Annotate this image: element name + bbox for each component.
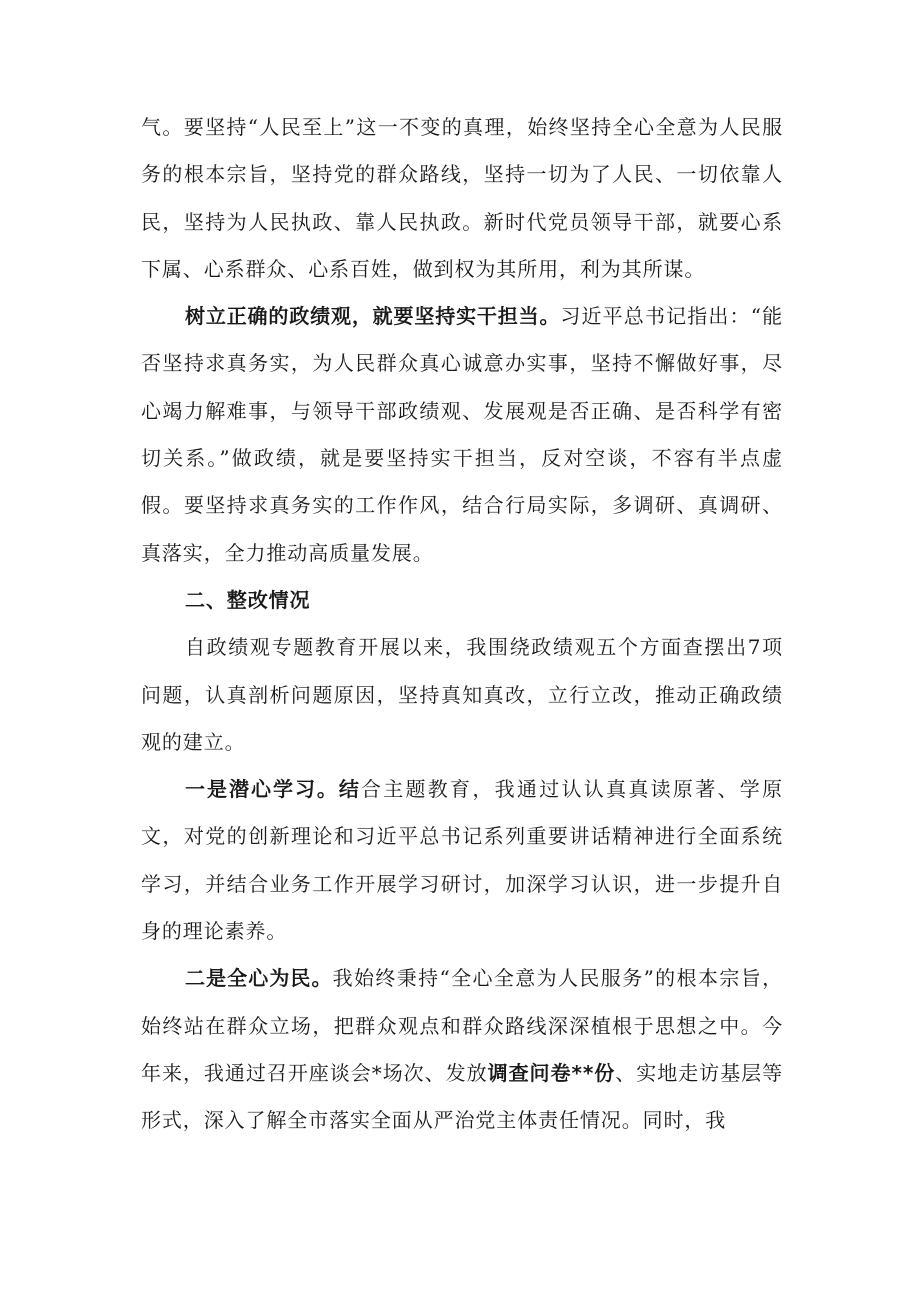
paragraph-practical-work	[141, 293, 783, 577]
section-heading-rectification: 二、整改情况	[185, 587, 311, 612]
paragraph-serve-people	[141, 955, 783, 1144]
paragraph-people-first: 气。要坚持“人民至上”这一不变的真理，始终坚持全心全意为人民服务的根本宗旨，坚持党的群众路线，坚持一切为了人民、一切依靠人民，坚持为人民执政、靠人民执政。新时代党员领导干部，就要心系下属、心系群众、心系百姓，做到权为其所用，利为其所谋。	[141, 115, 783, 281]
paragraph-body-practical-work: 习近平总书记指出：“能否坚持求真务实，为人民群众真心诚意办实事，坚持不懈做好事，尽心竭力解难事，与领导干部政绩观、发展观是否正确、是否科学有密切关系。”做政绩，就是要坚持实干担当，反对空谈，不容有半点虚假。要坚持求真务实的工作作风，结合行局实际，多调研、真调研、真落实，全力推动高质量发展。	[141, 304, 783, 565]
paragraph-rectification-overview: 自政绩观专题教育开展以来，我围绕政绩观五个方面查摆出7项问题，认真剖析问题原因，坚持真知真改，立行立改，推动正确政绩观的建立。	[141, 635, 783, 754]
paragraph-body-serve-people-a: 我始终秉持“全心全意为人民服务”的根本宗旨，始终站在群众立场，把群众观点和群众路线深深植根于思想之中。今年来，我通过召开座谈会*场次、发放	[141, 966, 784, 1085]
paragraph-lead-serve-people: 二是全心为民。	[185, 966, 333, 991]
paragraph-study	[141, 766, 783, 955]
paragraph-lead-study: 一是潜心学习。结	[185, 777, 361, 802]
paragraph-bold-survey: 调查问卷**份	[487, 1060, 616, 1085]
paragraph-body-study: 合主题教育，我通过认认真真读原著、学原文，对党的创新理论和习近平总书记系列重要讲话精神进行全面系统学习，并结合业务工作开展学习研讨，加深学习认识，进一步提升自身的理论素养。	[141, 777, 783, 944]
paragraph-body-serve-people-b: 、实地走访基层等形式，深入了解全市落实全面从严治党主体责任情况。同时，我	[141, 1060, 783, 1133]
document-page	[141, 104, 783, 1145]
paragraph-lead-practical-work: 树立正确的政绩观，就要坚持实干担当。	[185, 304, 561, 329]
